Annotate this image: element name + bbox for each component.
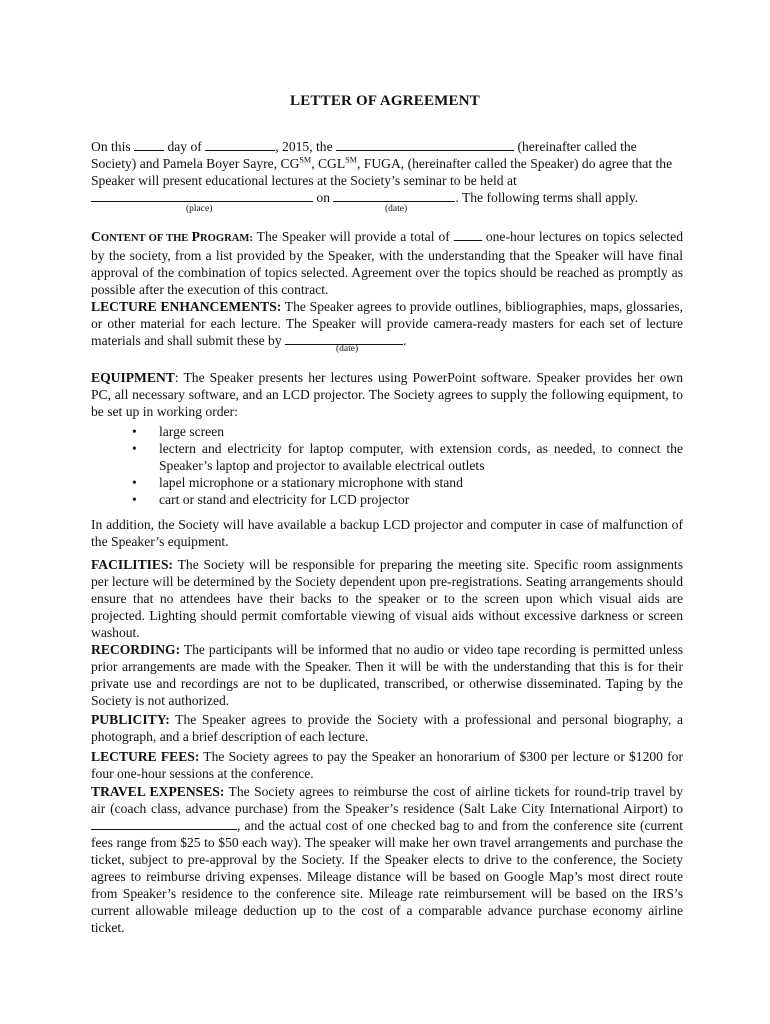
enhancements-end: .	[403, 333, 407, 348]
month-blank[interactable]	[205, 138, 275, 151]
recording-paragraph	[91, 641, 683, 709]
place-caption: (place)	[186, 204, 213, 214]
travel-text-a: The Society agrees to reimburse the cost of airline tickets for round-trip travel by air (coach class, advance purchase) from the Speaker’s residence (Salt Lake City International Airport) to	[91, 784, 683, 816]
content-heading: CONTENT OF THE PROGRAM:	[91, 229, 253, 244]
materials-date-caption: (date)	[336, 344, 359, 354]
intro-on: on	[316, 190, 330, 205]
bullet-icon: •	[132, 441, 137, 456]
publicity-paragraph	[91, 711, 683, 745]
society-name-blank[interactable]	[336, 138, 514, 151]
list-item: • lectern and electricity for laptop computer, with extension cords, as needed, to connect the Speaker’s laptop and projector to available electrical outlets	[132, 441, 683, 473]
date-caption: (date)	[385, 204, 408, 214]
fees-paragraph	[91, 748, 683, 782]
document-title: LETTER OF AGREEMENT	[290, 93, 480, 109]
travel-heading: TRAVEL EXPENSES:	[91, 784, 225, 799]
intro-day-of: day of	[167, 139, 202, 154]
facilities-paragraph	[91, 556, 683, 641]
facilities-heading: FACILITIES:	[91, 557, 174, 572]
bullet-icon: •	[132, 424, 137, 439]
backup-paragraph: In addition, the Society will have available a backup LCD projector and computer in case of malfunction of the Speaker’s equipment.	[91, 517, 683, 549]
day-blank[interactable]	[134, 138, 164, 151]
equipment-heading: EQUIPMENT	[91, 370, 175, 385]
facilities-text: The Society will be responsible for preparing the meeting site. Specific room assignments per lecture will be determined by the Society dependent upon pre-registrations. Seating arrangements should ensure that no attendees have their backs to the speaker or to the screen upon which visual aids are projected. Lighting should permit comfortable viewing of visual aids without excessive darkness or screen washout.	[91, 557, 683, 640]
recording-heading: RECORDING:	[91, 642, 181, 657]
list-item: • large screen	[132, 424, 225, 439]
sm-mark: SM	[299, 155, 312, 165]
date-blank[interactable]	[333, 189, 455, 202]
enhancements-paragraph	[91, 298, 683, 349]
travel-paragraph	[91, 783, 683, 936]
equipment-paragraph	[91, 369, 683, 420]
fees-heading: LECTURE FEES:	[91, 749, 200, 764]
content-paragraph	[91, 228, 683, 298]
publicity-text: The Speaker agrees to provide the Society with a professional and personal biography, a photograph, and a brief description of each lecture.	[91, 712, 683, 744]
intro-terms: . The following terms shall apply.	[455, 190, 639, 205]
intro-on-this: On this	[91, 139, 131, 154]
place-blank[interactable]	[91, 189, 313, 202]
list-item: • cart or stand and electricity for LCD projector	[132, 492, 410, 507]
bullet-icon: •	[132, 475, 137, 490]
intro-cgl: , CGL	[311, 156, 346, 171]
lecture-count-blank[interactable]	[454, 228, 482, 241]
equipment-list	[132, 423, 683, 508]
equipment-text: : The Speaker presents her lectures using PowerPoint software. Speaker provides her own PC, all necessary software, and an LCD projector. The Society agrees to supply the following equipment, to be set up in working order:	[91, 370, 683, 419]
intro-paragraph	[91, 138, 683, 206]
intro-hereinafter: (hereinafter called the	[517, 139, 637, 154]
publicity-heading: PUBLICITY:	[91, 712, 170, 727]
enhancements-text: The Speaker agrees to provide outlines, bibliographies, maps, glossaries, or other material for each lecture. The Speaker will provide camera-ready masters for each set of lecture materials and shall submit these by	[91, 299, 683, 348]
intro-fuga: , FUGA, (hereinafter called the Speaker) do agree that the	[356, 156, 673, 171]
fees-text: The Society agrees to pay the Speaker an honorarium of $300 per lecture or $1200 for four one-hour sessions at the conference.	[91, 749, 683, 781]
travel-text-b: , and the actual cost of one checked bag to and from the conference site (current fees range from $25 to $50 each way). The speaker will make her own travel arrangements and purchase the ticket, subject to pre-approval by the Society. If the Speaker elects to drive to the conference, the Society agrees to reimburse driving expenses. Mileage distance will be based on Google Map’s most direct route from Speaker’s residence to the conference site. Mileage rate reimbursement will be based on the IRS’s current allowable mileage deduction up to the cost of a comparable advance purchase economy airline ticket.	[91, 818, 683, 935]
intro-year: , 2015, the	[275, 139, 333, 154]
enhancements-heading: LECTURE ENHANCEMENTS:	[91, 299, 282, 314]
content-text-b: one-hour lectures on topics selected by the society, from a list provided by the Speaker, with the understanding that the Speaker will have final approval of the combination of topics selected. Agreement over the topics should be reached as promptly as possible after the execution of this contract.	[91, 229, 684, 297]
recording-text: The participants will be informed that no audio or video tape recording is permitted unless prior arrangements are made with the Speaker. Then it will be with the understanding that this is for their private use and recordings are not to be duplicated, transcribed, or otherwise disseminated. Taping by the Society is not authorized.	[91, 642, 683, 708]
content-text-a: The Speaker will provide a total of	[252, 229, 454, 244]
destination-blank[interactable]	[91, 817, 237, 830]
sm-mark: SM	[345, 155, 357, 165]
intro-society-and: Society) and Pamela Boyer Sayre, CG	[91, 156, 300, 171]
intro-line3: Speaker will present educational lectures at the Society’s seminar to be held at	[91, 173, 517, 188]
bullet-icon: •	[132, 492, 137, 507]
list-item: • lapel microphone or a stationary microphone with stand	[132, 475, 463, 490]
